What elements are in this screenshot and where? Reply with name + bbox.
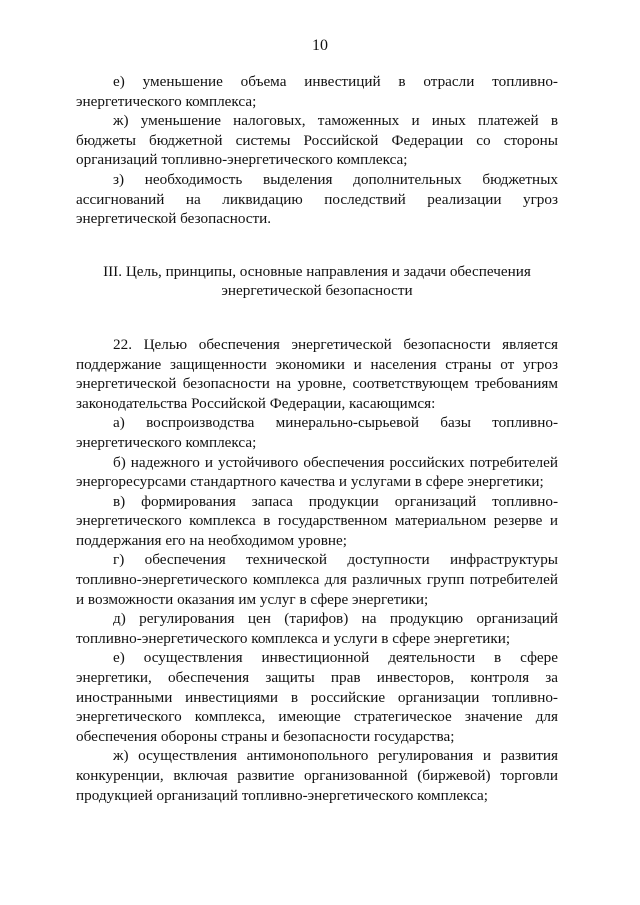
page-number: 10 — [312, 37, 328, 54]
paragraph-item-zh: ж) осуществления антимонопольного регулирования и развития конкуренции, включая развитие организованной (биржевой) торговли продукцией организаций топливно-энергетического комплекса; — [76, 747, 558, 804]
paragraph-item-d: д) регулирования цен (тарифов) на продукцию организаций топливно-энергетического комплекса и услуги в сфере энергетики; — [76, 610, 558, 647]
paragraph-item-e-investment: е) уменьшение объема инвестиций в отрасли топливно-энергетического комплекса; — [76, 73, 558, 110]
document-body — [76, 72, 558, 805]
paragraph-item-g: г) обеспечения технической доступности инфраструктуры топливно-энергетического комплекса для различных групп потребителей и возможности оказания им услуг в сфере энергетики; — [76, 551, 558, 608]
paragraph-item-z-budget: з) необходимость выделения дополнительных бюджетных ассигнований на ликвидацию последствий реализации угроз энергетической безопасности. — [76, 170, 558, 228]
section-heading-line-2: энергетической безопасности — [221, 282, 413, 300]
paragraph-item-zh-payments: ж) уменьшение налоговых, таможенных и иных платежей в бюджеты бюджетной системы Российской Федерации со стороны организаций топливно-энергетического комплекса; — [76, 112, 558, 169]
paragraph-item-a: а) воспроизводства минерально-сырьевой базы топливно-энергетического комплекса; — [76, 414, 558, 451]
section-heading-line-1: III. Цель, принципы, основные направления и задачи обеспечения — [103, 262, 531, 280]
paragraph-item-e: е) осуществления инвестиционной деятельности в сфере энергетики, обеспечения защиты прав инвесторов, контроля за иностранными инвестициями в российские организации топливно-энергетического комплекса, имеющие стратегическое значение для обеспечения обороны страны и безопасности государства; — [76, 649, 558, 745]
paragraph-item-b: б) надежного и устойчивого обеспечения российских потребителей энергоресурсами стандартного качества и услугами в сфере энергетики; — [76, 453, 558, 491]
paragraph-22-goal: 22. Целью обеспечения энергетической безопасности является поддержание защищенности экономики и населения страны от угроз энергетической безопасности на уровне, соответствующем требованиям законодательства Российской Федерации, касающимся: — [76, 335, 558, 412]
paragraph-item-v: в) формирования запаса продукции организаций топливно-энергетического комплекса в государственном материальном резерве и поддержания его на необходимом уровне; — [76, 492, 558, 549]
section-heading — [76, 262, 558, 301]
